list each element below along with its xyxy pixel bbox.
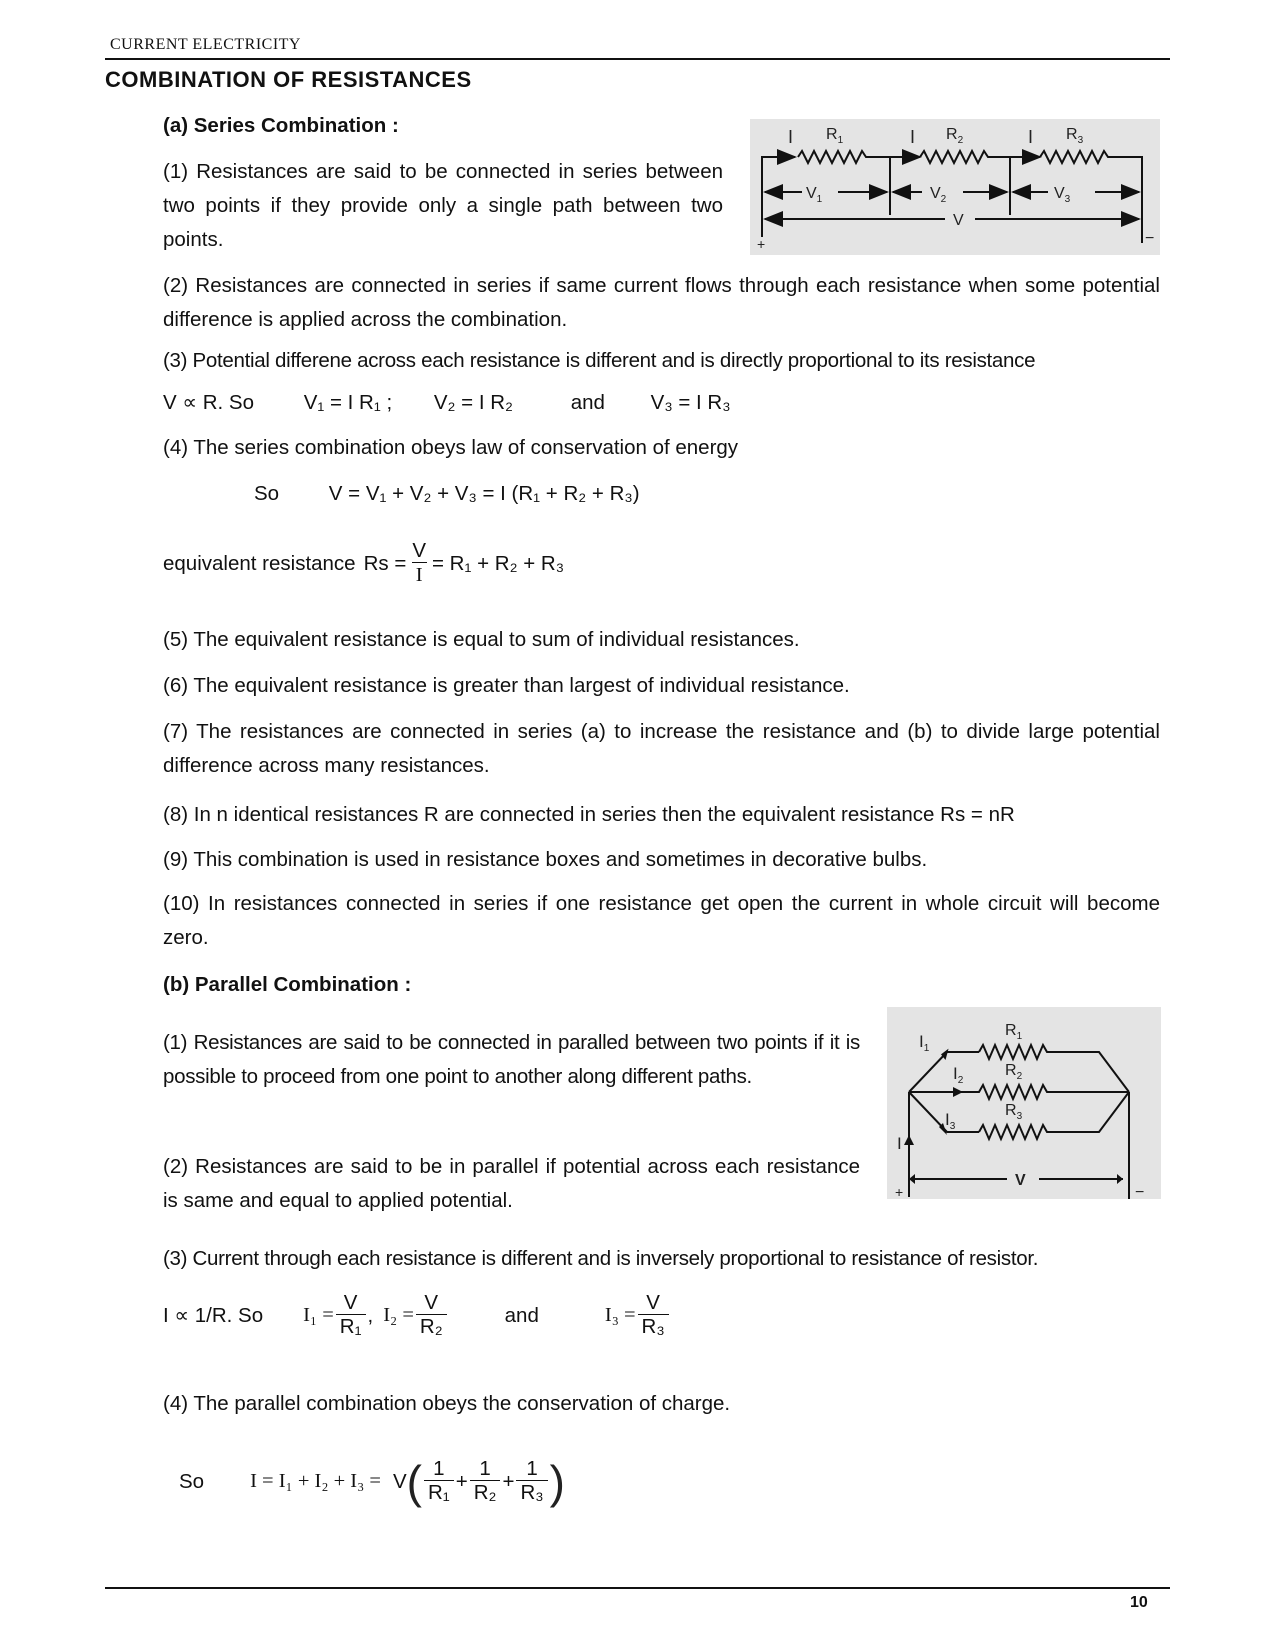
section-title: COMBINATION OF RESISTANCES: [105, 67, 472, 92]
fraction-denominator: R₃: [516, 1480, 547, 1505]
series-point-4: (4) The series combination obeys law of conservation of energy: [163, 436, 739, 459]
current-label: I: [910, 127, 916, 147]
page-number: 10: [1130, 1594, 1148, 1611]
series-point-1: (1) Resistances are said to be connected in series between two points if they provide only a single path between two points.: [163, 160, 723, 251]
series-point-9: (9) This combination is used in resistance boxes and sometimes in decorative bulbs.: [163, 848, 928, 871]
voltage-label-total: V: [953, 212, 964, 229]
fraction-v-over-r1: [336, 1292, 366, 1339]
fraction-denominator: R₂: [416, 1314, 447, 1339]
equivalent-resistance-eq: [163, 540, 564, 587]
left-paren: (: [406, 1455, 422, 1508]
fraction-denominator: R₂: [470, 1480, 501, 1505]
fraction-v-over-i: [408, 540, 430, 587]
eq-v2: V₂ = I R₂: [433, 391, 514, 414]
current-label-total: I: [897, 1134, 902, 1153]
series-point-3: (3) Potential differene across each resistance is different and is directly proportional to its resistance: [163, 349, 1036, 372]
fraction-1-over-r1: [424, 1458, 454, 1505]
parallel-point-2: (2) Resistances are said to be in parallel if potential across each resistance is same and equal to applied potential.: [163, 1155, 860, 1212]
fraction-denominator: R₁: [336, 1314, 366, 1339]
fraction-v-over-r3: [638, 1292, 669, 1339]
series-circuit-diagram: [750, 119, 1160, 255]
fraction-numerator: V: [412, 539, 427, 562]
series-point-5: (5) The equivalent resistance is equal to sum of individual resistances.: [163, 628, 800, 651]
eq-and: and: [504, 1303, 539, 1327]
plus-sign: +: [502, 1469, 515, 1493]
eq-and: and: [570, 391, 605, 414]
resistor-r1: [979, 1045, 1129, 1092]
series-point-10: (10) In resistances connected in series if one resistance get open the current in whole circuit will become zero.: [163, 892, 1160, 949]
fraction-numerator: 1: [433, 1457, 445, 1480]
resistor-label-r2: $R_2$: [1005, 1062, 1023, 1082]
fraction-numerator: 1: [479, 1457, 491, 1480]
eq-lead: I ∝ 1/R. So: [163, 1304, 264, 1327]
right-paren: ): [549, 1455, 565, 1508]
voltage-label-v3: $V_3$: [1054, 185, 1071, 205]
eq-sum: I = I₁ + I₂ + I₃ =: [250, 1470, 381, 1492]
plus-terminal: +: [757, 236, 766, 252]
fraction-numerator: 1: [526, 1457, 538, 1480]
fraction-numerator: V: [646, 1291, 660, 1314]
parallel-current-eq: [163, 1292, 671, 1339]
eq-v: V: [392, 1469, 407, 1493]
parallel-point-4: (4) The parallel combination obeys the conservation of charge.: [163, 1392, 731, 1415]
equiv-rhs: = R₁ + R₂ + R₃: [432, 551, 565, 575]
series-point-7: (7) The resistances are connected in series (a) to increase the resistance and (b) to divide large potential difference across many resistances.: [163, 720, 1160, 777]
series-point-6: (6) The equivalent resistance is greater than largest of individual resistance.: [163, 674, 850, 697]
eq-i1: I₁ =: [303, 1304, 334, 1326]
plus-sign: +: [455, 1469, 468, 1493]
running-head: CURRENT ELECTRICITY: [110, 36, 301, 53]
resistor-label-r3: $R_3$: [1005, 1102, 1023, 1122]
fraction-1-over-r3: [516, 1458, 547, 1505]
series-energy-eq: [254, 482, 640, 506]
voltage-label-v1: $V_1$: [806, 185, 823, 205]
current-label: I: [788, 127, 794, 147]
fraction-numerator: V: [424, 1291, 439, 1314]
fraction-denominator: I: [412, 562, 427, 587]
equiv-label: equivalent resistance: [163, 551, 356, 575]
minus-terminal: −: [1145, 230, 1155, 247]
parallel-charge-eq: [179, 1455, 565, 1508]
series-proportional-eq: [163, 390, 731, 415]
plus-terminal: +: [895, 1184, 904, 1199]
parallel-point-3: (3) Current through each resistance is different and is inversely proportional to resistance of resistor.: [163, 1247, 1039, 1270]
eq-i2: I₂ =: [383, 1304, 414, 1326]
resistor-r2: [920, 151, 1010, 163]
parallel-heading: (b) Parallel Combination :: [163, 973, 412, 996]
series-point-8: (8) In n identical resistances R are connected in series then the equivalent resistance Rs = nR: [163, 803, 1015, 826]
fraction-denominator: R₁: [424, 1480, 454, 1505]
series-heading: (a) Series Combination :: [163, 114, 399, 137]
fraction-denominator: R₃: [638, 1314, 669, 1339]
eq-comma: ,: [367, 1303, 374, 1327]
parallel-circuit-diagram: [887, 1007, 1161, 1199]
current-label-i2: $I_2$: [953, 1064, 964, 1086]
fraction-v-over-r2: [416, 1292, 447, 1339]
current-label-i1: $I_1$: [919, 1032, 930, 1054]
resistor-r1: [798, 151, 890, 163]
current-label: I: [1028, 127, 1034, 147]
eq-i3: I₃ =: [604, 1304, 636, 1326]
eq-lead: V ∝ R. So: [163, 391, 254, 414]
eq-so: So: [254, 482, 280, 505]
footer-rule: [105, 1587, 1170, 1589]
series-point-2: (2) Resistances are connected in series if same current flows through each resistance when some potential difference is applied across the combination.: [163, 274, 1160, 331]
resistor-label-r3: $R_3$: [1066, 126, 1084, 146]
minus-terminal: −: [1135, 1184, 1145, 1199]
eq-v1: V₁ = I R₁ ;: [303, 391, 393, 414]
current-label-i3: $I_3$: [945, 1110, 956, 1132]
parallel-point-1: (1) Resistances are said to be connected in paralled between two points if it is possible to proceed from one point to another along different paths.: [163, 1031, 860, 1088]
fraction-numerator: V: [343, 1291, 358, 1314]
eq-so: So: [179, 1469, 205, 1493]
resistor-label-r1: $R_1$: [1005, 1022, 1023, 1042]
voltage-label-v2: $V_2$: [930, 185, 947, 205]
header-rule: [105, 58, 1170, 60]
wire-left: [762, 157, 795, 237]
eq-sum: V = V₁ + V₂ + V₃ = I (R₁ + R₂ + R₃): [328, 482, 640, 505]
eq-v3: V₃ = I R₃: [650, 391, 731, 414]
resistor-label-r2: $R_2$: [946, 126, 964, 146]
equiv-lhs: Rs =: [363, 551, 407, 575]
resistor-label-r1: $R_1$: [826, 126, 844, 146]
resistor-r2: [909, 1085, 1129, 1099]
voltage-label: V: [1015, 1172, 1026, 1189]
fraction-1-over-r2: [470, 1458, 501, 1505]
